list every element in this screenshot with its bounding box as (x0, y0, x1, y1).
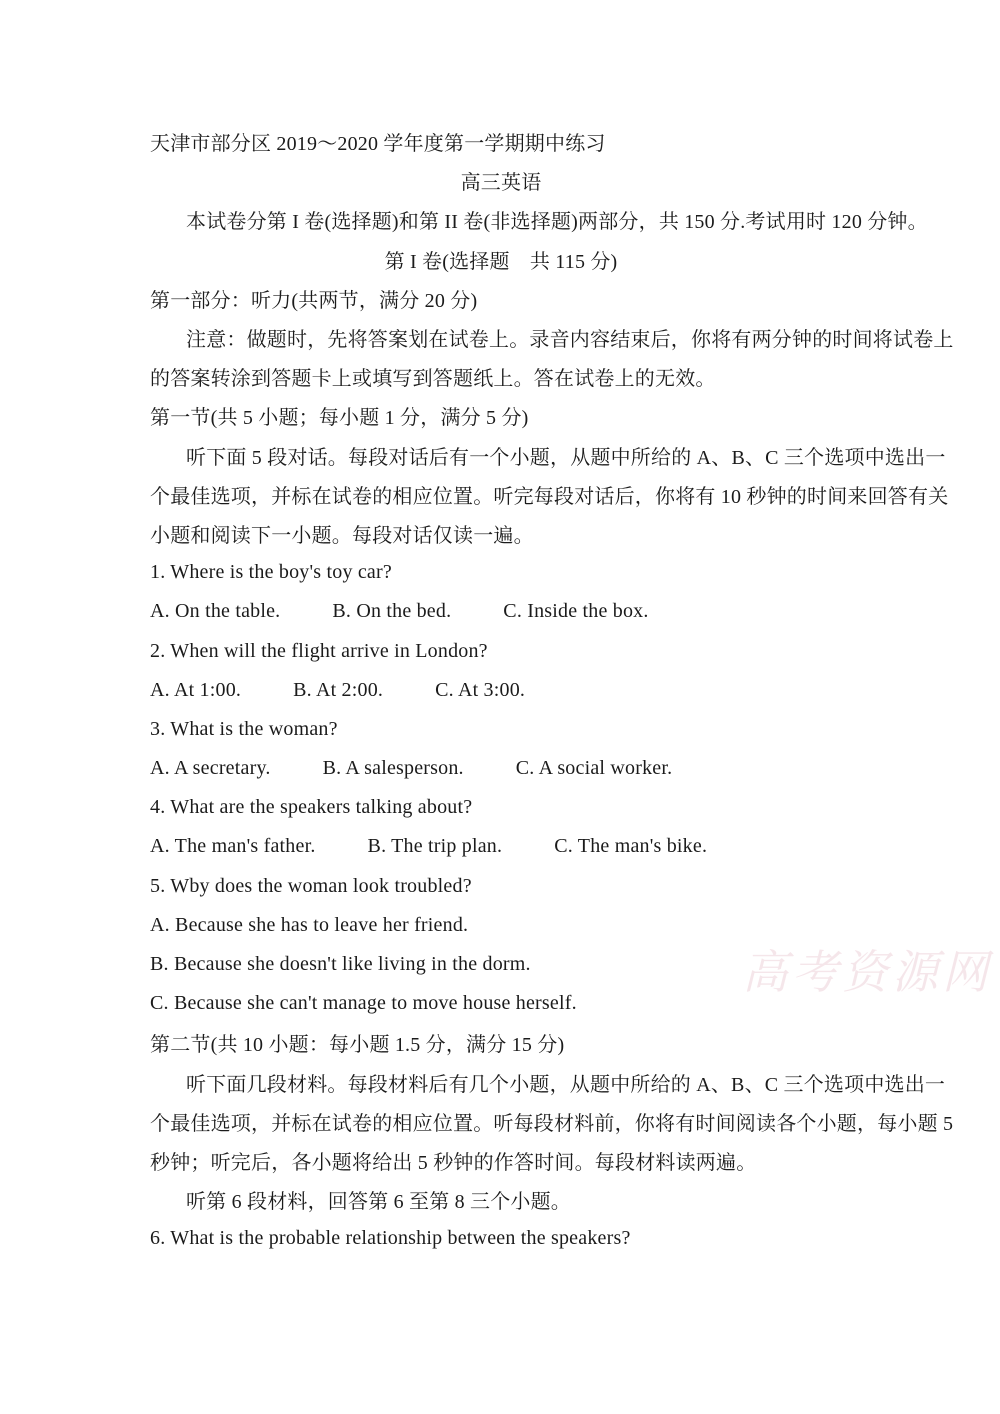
section-1-heading (150, 396, 852, 435)
section-1-instructions-line-3-text: 小题和阅读下一小题。每段对话仅读一遍。 (150, 524, 534, 547)
question-3-options-1: B. A salesperson. (322, 757, 464, 780)
notice-line-2-text: 的答案转涂到答题卡上或填写到答题纸上。答在试卷上的无效。 (150, 368, 716, 391)
section-2-instructions-line-1 (150, 1063, 946, 1102)
exam-subject (150, 161, 852, 200)
section-1-instructions-line-2-text: 个最佳选项，并标在试卷的相应位置。听完每段对话后，你将有 10 秒钟的时间来回答有关 (150, 485, 949, 508)
question-2-options (150, 671, 852, 710)
question-5-option-a (150, 906, 852, 945)
question-5-option-c (150, 984, 852, 1023)
question-6 (150, 1219, 852, 1258)
question-5-option-b (150, 945, 852, 984)
question-3-options-2: C. A social worker. (515, 757, 673, 780)
exam-description-text: 本试卷分第 I 卷(选择题)和第 II 卷(非选择题)两部分，共 150 分.考试用时 120 分钟。 (186, 211, 928, 234)
question-2-options-0: A. At 1:00. (150, 678, 242, 701)
question-4-options (150, 827, 852, 866)
section-2-instructions-line-2 (150, 1102, 954, 1141)
part-1-heading-text: 第一部分：听力(共两节，满分 20 分) (150, 289, 478, 312)
question-4-options-2: C. The man's bike. (554, 835, 708, 858)
question-2-options-2: C. At 3:00. (435, 678, 526, 701)
question-1-options-2: C. Inside the box. (503, 600, 649, 623)
question-3-options (150, 749, 852, 788)
question-1-text: 1. Where is the boy's toy car? (150, 561, 392, 584)
volume-1-heading-text: 第 I 卷(选择题 共 115 分) (384, 250, 618, 273)
exam-title (150, 122, 852, 161)
question-4 (150, 788, 852, 827)
question-3 (150, 710, 852, 749)
part-1-heading (150, 279, 852, 318)
section-1-instructions-line-1 (150, 436, 946, 475)
question-2-text: 2. When will the flight arrive in London? (150, 639, 488, 662)
question-1-options-0: A. On the table. (150, 600, 281, 623)
question-3-options-0: A. A secretary. (150, 757, 271, 780)
section-2-instructions-line-3-text: 秒钟；听完后，各小题将给出 5 秒钟的作答时间。每段材料读两遍。 (150, 1151, 757, 1174)
section-2-instructions-line-3 (150, 1141, 852, 1180)
material-6-prompt-text: 听第 6 段材料，回答第 6 至第 8 三个小题。 (186, 1191, 571, 1214)
question-2 (150, 631, 852, 670)
notice-line-1 (150, 318, 954, 357)
question-4-text: 4. What are the speakers talking about? (150, 796, 473, 819)
question-5-option-c-text: C. Because she can't manage to move house herself. (150, 992, 577, 1015)
exam-description (150, 200, 928, 239)
question-5-text: 5. Wby does the woman look troubled? (150, 874, 472, 897)
question-1-options (150, 592, 852, 631)
section-1-heading-text: 第一节(共 5 小题；每小题 1 分，满分 5 分) (150, 407, 529, 430)
question-4-options-1: B. The trip plan. (367, 835, 503, 858)
exam-title-text: 天津市部分区 2019～2020 学年度第一学期期中练习 (150, 133, 606, 156)
question-4-options-0: A. The man's father. (150, 835, 316, 858)
question-5-option-a-text: A. Because she has to leave her friend. (150, 913, 469, 936)
volume-1-heading (150, 240, 852, 279)
question-3-text: 3. What is the woman? (150, 717, 338, 740)
section-2-heading (150, 1023, 852, 1062)
section-1-instructions-line-1-text: 听下面 5 段对话。每段对话后有一个小题，从题中所给的 A、B、C 三个选项中选出一 (186, 446, 946, 469)
section-2-instructions-line-2-text: 个最佳选项，并标在试卷的相应位置。听每段材料前，你将有时间阅读各个小题，每小题 5 (150, 1112, 954, 1135)
section-1-instructions-line-2 (150, 475, 949, 514)
question-5-option-b-text: B. Because she doesn't like living in the dorm. (150, 953, 531, 976)
material-6-prompt (150, 1180, 852, 1219)
question-5 (150, 867, 852, 906)
section-2-instructions-line-1-text: 听下面几段材料。每段材料后有几个小题，从题中所给的 A、B、C 三个选项中选出一 (186, 1073, 946, 1096)
watermark: 高考资源网 (742, 947, 992, 998)
question-2-options-1: B. At 2:00. (293, 678, 384, 701)
exam-subject-text: 高三英语 (460, 172, 542, 195)
section-1-instructions-line-3 (150, 514, 852, 553)
question-6-text: 6. What is the probable relationship between the speakers? (150, 1227, 631, 1250)
question-1 (150, 553, 852, 592)
question-1-options-1: B. On the bed. (332, 600, 452, 623)
section-2-heading-text: 第二节(共 10 小题：每小题 1.5 分，满分 15 分) (150, 1034, 565, 1057)
notice-line-1-text: 注意：做题时，先将答案划在试卷上。录音内容结束后，你将有两分钟的时间将试卷上 (186, 329, 954, 352)
notice-line-2 (150, 357, 852, 396)
